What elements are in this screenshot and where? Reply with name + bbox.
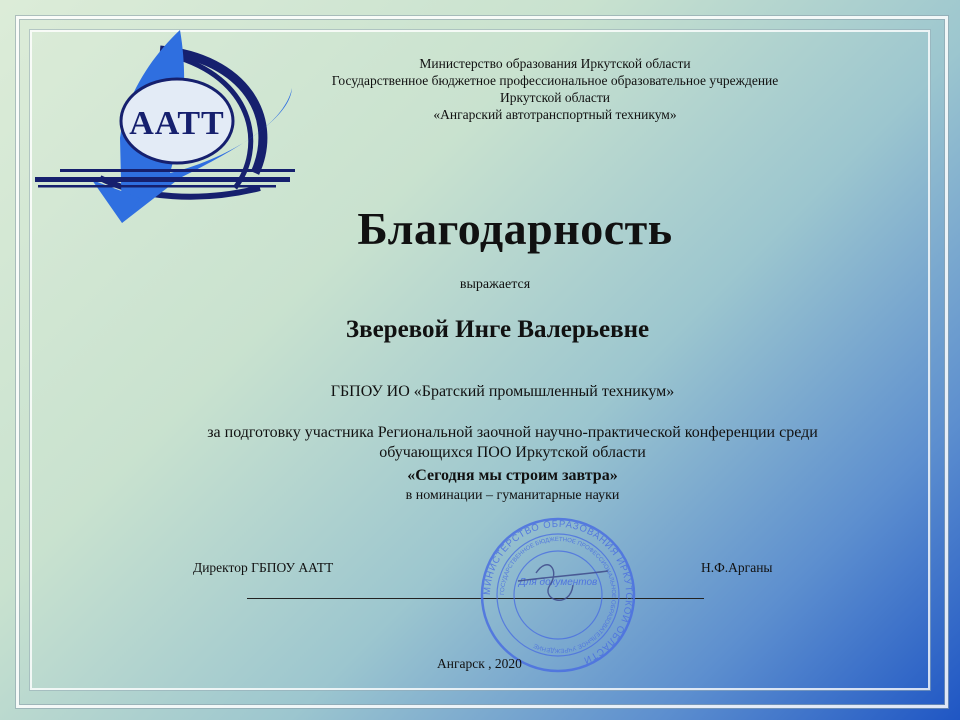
recipient-name: Зверевой Инге Валерьевне — [345, 316, 650, 343]
institution-name-line: «Ангарский автотранспортный техникум» — [433, 107, 677, 122]
award-reason — [140, 423, 885, 463]
certificate-title: Благодарность — [357, 203, 673, 254]
director-position: Директор ГБПОУ ААТТ — [193, 560, 334, 575]
ministry-line: Министерство образования Иркутской области — [419, 56, 691, 71]
logo-text: ААТТ — [129, 105, 225, 142]
expressed-text: выражается — [459, 277, 531, 292]
round-seal-icon — [478, 515, 638, 675]
seal-center-text: Для документов — [518, 577, 598, 588]
aatt-logo-icon — [30, 28, 305, 228]
nomination-text: в номинации – гуманитарные науки — [405, 488, 620, 503]
city-and-year: Ангарск , 2020 — [437, 656, 522, 671]
region-line: Иркутской области — [499, 90, 611, 105]
seal-outer-text: МИНИСТЕРСТВО ОБРАЗОВАНИЯ ИРКУТСКОЙ ОБЛАСТИ — [481, 518, 635, 666]
issuer-header — [270, 55, 840, 123]
reason-line-1: за подготовку участника Региональной заочной научно-практической конференции среди — [207, 424, 818, 441]
recipient-organization: ГБПОУ ИО «Братский промышленный техникум» — [330, 383, 675, 400]
svg-text:ГОСУДАРСТВЕННОЕ БЮДЖЕТНОЕ ПРОФ — [500, 537, 616, 653]
conference-name: «Сегодня мы строим завтра» — [407, 467, 618, 484]
signatory-name: Н.Ф.Арганы — [701, 560, 773, 575]
institution-type-line: Государственное бюджетное профессиональное образовательное учреждение — [331, 73, 779, 88]
seal-inner-text: ГОСУДАРСТВЕННОЕ БЮДЖЕТНОЕ ПРОФЕССИОНАЛЬНОЕ ОБРАЗОВАТЕЛЬНОЕ УЧРЕЖДЕНИЕ — [499, 536, 617, 654]
reason-line-2: обучающихся ПОО Иркутской области — [379, 444, 646, 461]
